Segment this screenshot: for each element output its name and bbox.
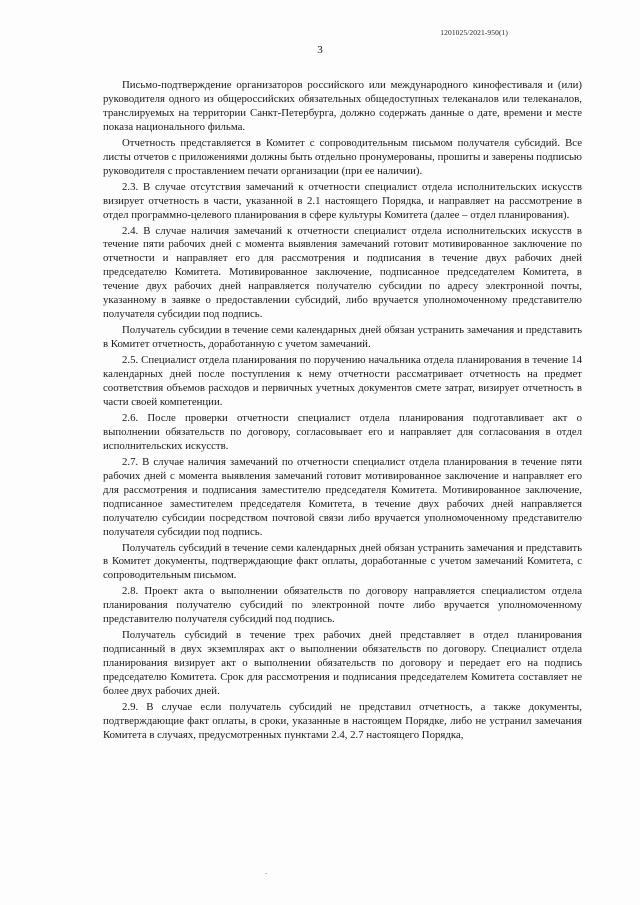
paragraph-2-7-recipient: Получатель субсидий в течение семи календарных дней обязан устранить замечания и представить в Комитет документы, подтверждающие факт оплаты, доработанные с учетом замечаний Комитета, с сопроводительным письмом. <box>103 541 582 582</box>
document-code: 1201025/2021-950(1) <box>440 28 508 37</box>
paragraph-2-9: 2.9. В случае если получатель субсидий не представил отчетность, а также документы, подтверждающие факт оплаты, в сроки, указанные в настоящем Порядке, либо не устранил замечания Комитета в случаях, предусмотренных пунктами 2.4, 2.7 настоящего Порядка, <box>103 700 582 741</box>
paragraph-2-3: 2.3. В случае отсутствия замечаний к отчетности специалист отдела исполнительских искусств визирует отчетность в части, указанной в 2.1 настоящего Порядка, и направляет на рассмотрение в отдел программно-целевого планирования в сфере культуры Комитета (далее – отдел планирования). <box>103 180 582 221</box>
paragraph-2-7: 2.7. В случае наличия замечаний по отчетности специалист отдела планирования в течение пяти рабочих дней с момента выявления замечаний готовит мотивированное заключение и направляет его для рассмотрения и подписания заместителю председателя Комитета. Мотивированное заключение, подписанное заместителем председателя Комитета, в течение двух рабочих дней направляется получателю субсидии посредством почтовой связи либо вручается уполномоченному представителю получателя субсидии под подпись. <box>103 455 582 538</box>
page-number: 3 <box>317 44 323 56</box>
paragraph-2-6: 2.6. После проверки отчетности специалист отдела планирования подготавливает акт о выполнении обязательств по договору, согласовывает его и направляет для согласования в отдел исполнительских искусств. <box>103 411 582 452</box>
paragraph-reporting-submission: Отчетность представляется в Комитет с сопроводительным письмом получателя субсидий. Все листы отчетов с приложениями должны быть отдельно пронумерованы, прошиты и заверены подписью руководителя с проставлением печати организации (при ее наличии). <box>103 136 582 177</box>
paragraph-2-4: 2.4. В случае наличия замечаний к отчетности специалист отдела исполнительских искусств в течение пяти рабочих дней с момента выявления замечаний готовит мотивированное заключение по отчетности и направляет его для рассмотрения и подписания в течение двух рабочих дней председателю Комитета. Мотивированное заключение, подписанное председателем Комитета, в течение двух рабочих дней направляется получателю субсидии по адресу электронной почты, указанному в заявке о предоставлении субсидий, либо вручается уполномоченному представителю получателя субсидии под подпись. <box>103 224 582 321</box>
paragraph-confirmation-letter: Письмо-подтверждение организаторов российского или международного кинофестиваля и (или) руководителя одного из общероссийских обязательных общедоступных телеканалов или телеканалов, транслируемых на территории Санкт-Петербурга, должно содержать данные о дате, времени и месте показа национального фильма. <box>103 79 582 133</box>
paragraph-2-5: 2.5. Специалист отдела планирования по поручению начальника отдела планирования в течение 14 календарных дней после поступления к нему отчетности рассматривает отчетность на предмет соответствия объемов расходов и первичных учетных документов смете затрат, визирует отчетность в части своей компетенции. <box>103 354 582 408</box>
paragraph-2-8: 2.8. Проект акта о выполнении обязательств по договору направляется специалистом отдела планирования получателю субсидий по электронной почте либо вручается уполномоченному представителю получателя субсидий под подпись. <box>103 585 582 626</box>
document-body <box>103 79 582 745</box>
scan-mark <box>265 873 267 874</box>
paragraph-2-8-recipient: Получатель субсидий в течение трех рабочих дней представляет в отдел планирования подписанный в двух экземплярах акт о выполнении обязательств по договору. Специалист отдела планирования визирует акт о выполнении обязательств по договору и передает его на подпись председателю Комитета. Срок для рассмотрения и подписания председателем Комитета составляет не более двух рабочих дней. <box>103 629 582 698</box>
paragraph-2-4-recipient: Получатель субсидии в течение семи календарных дней обязан устранить замечания и представить в Комитет отчетность, доработанную с учетом замечаний. <box>103 324 582 351</box>
